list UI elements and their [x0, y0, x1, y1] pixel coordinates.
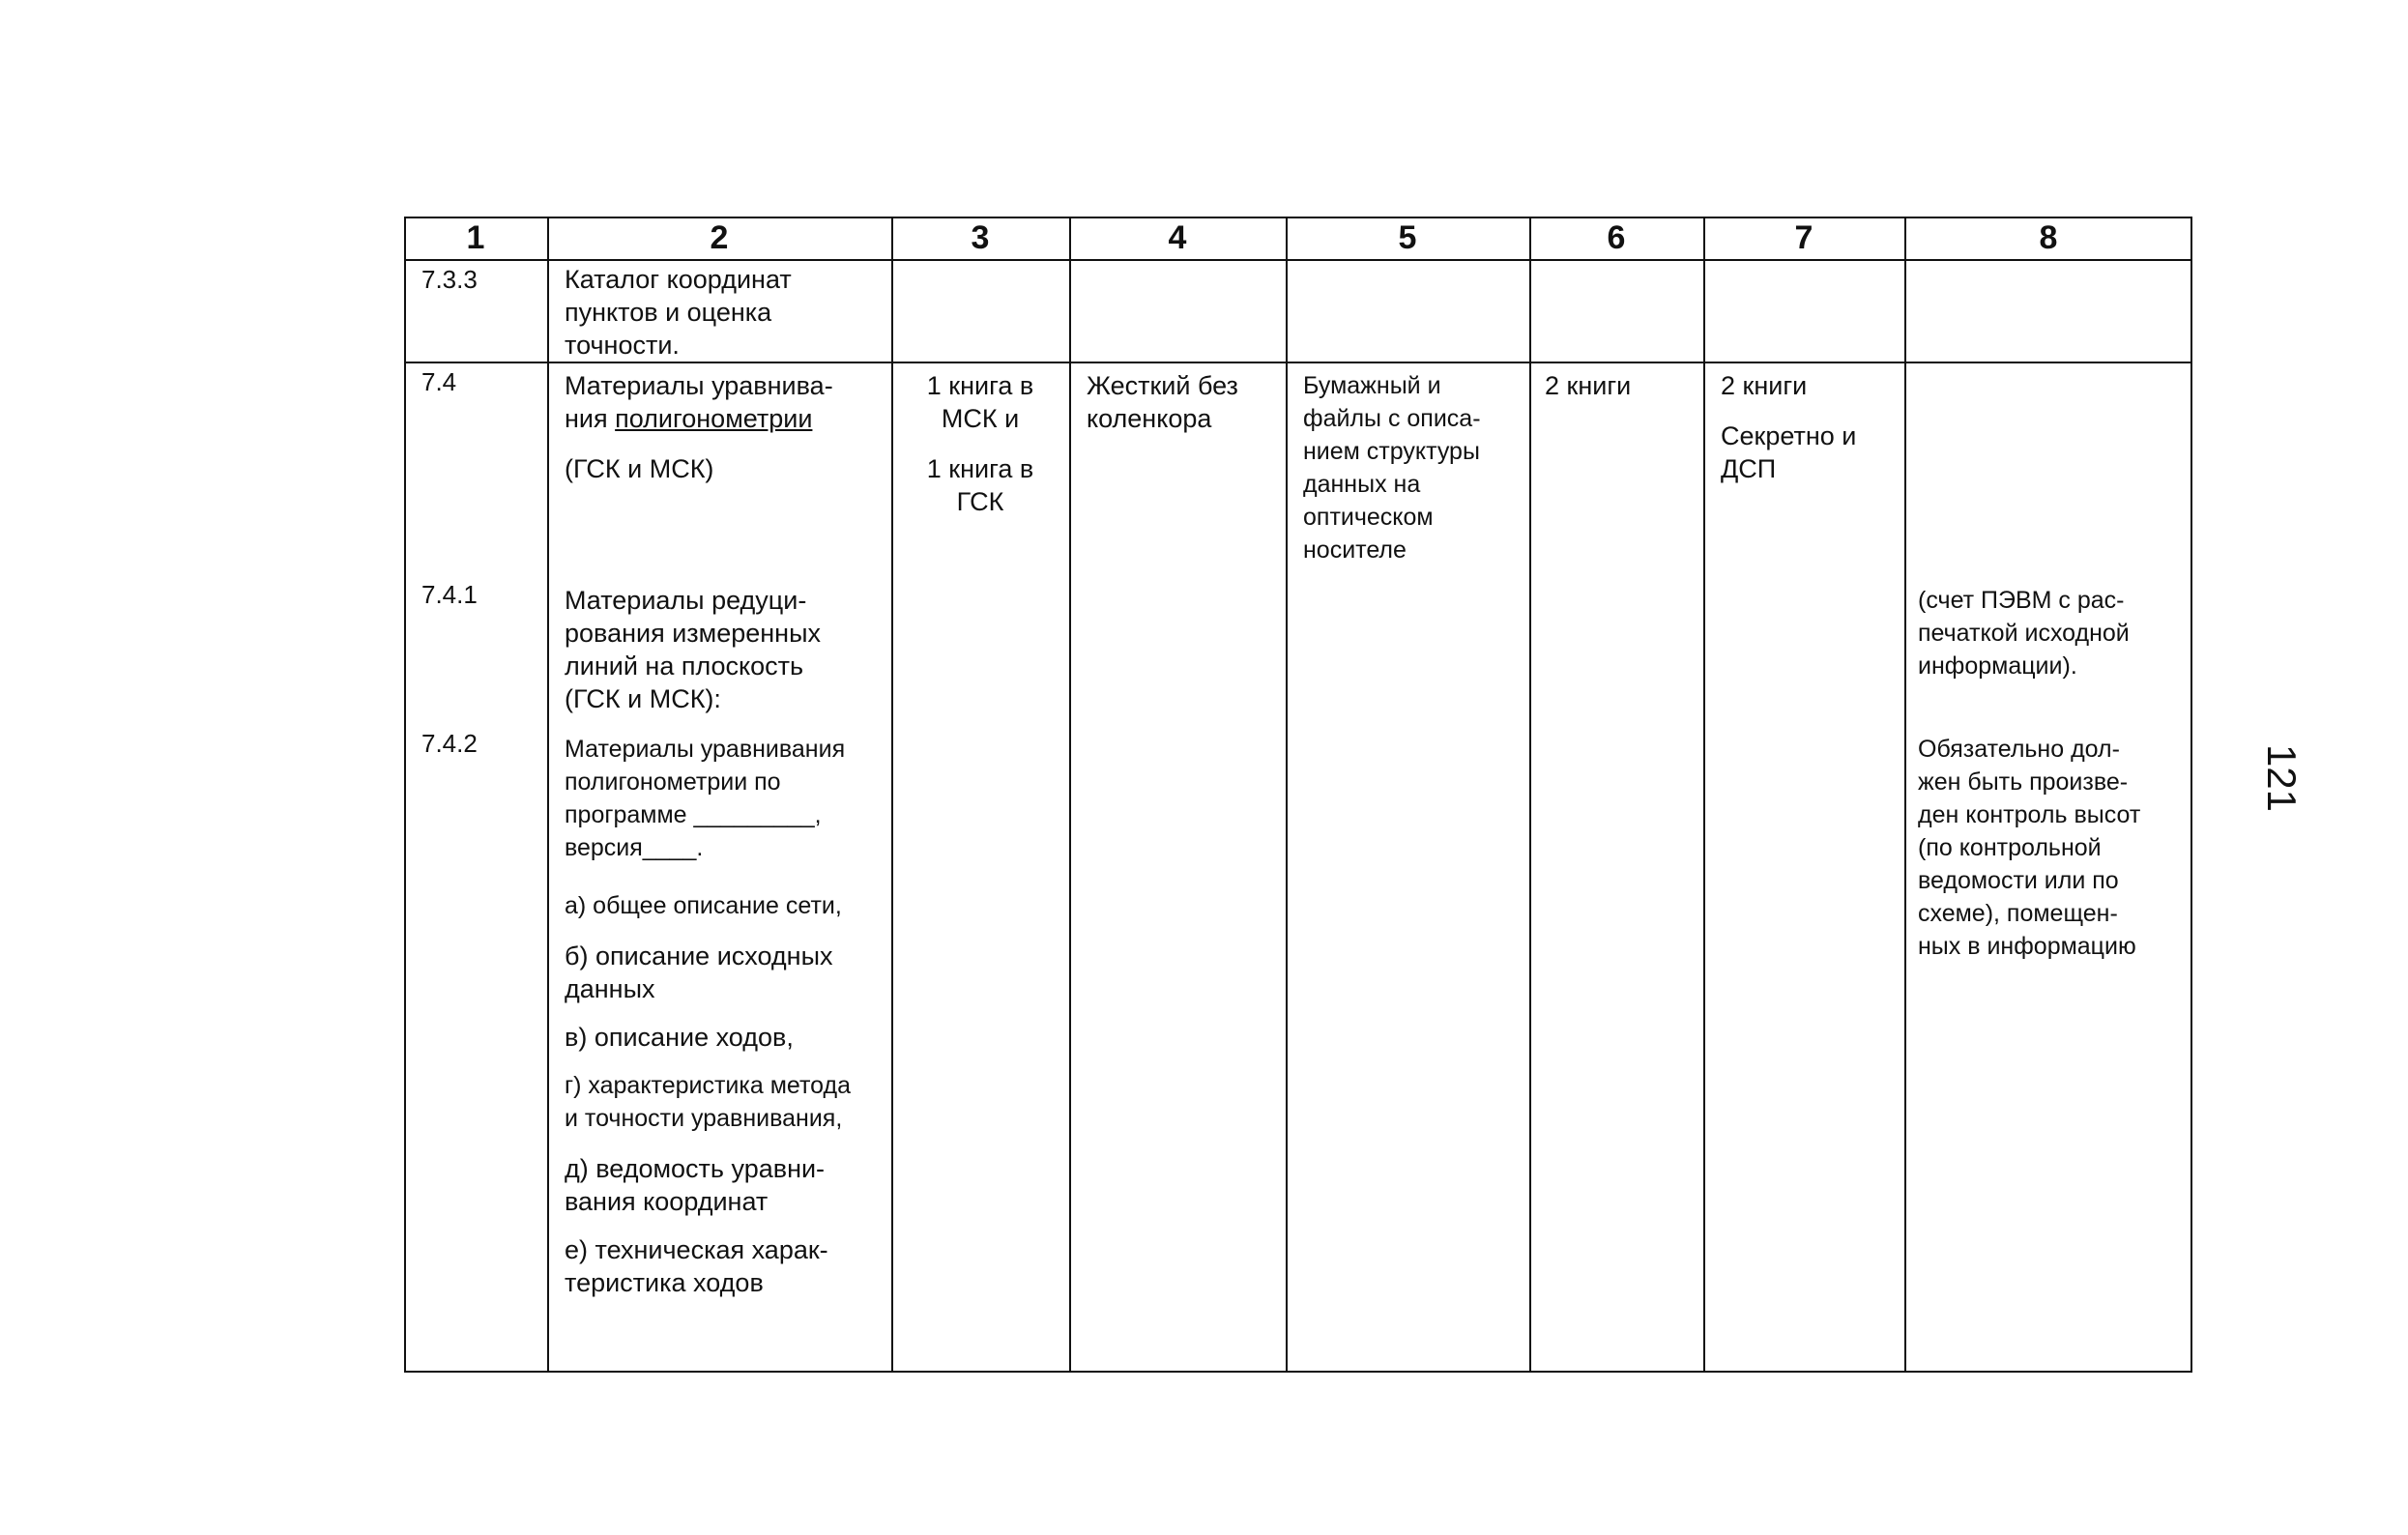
page-number: 121 — [2259, 743, 2305, 813]
note: Обязательно дол- жен быть произве- ден контроль высот (по контрольной ведомости или по схеме), помещен- ных в информацию — [1918, 736, 2141, 960]
col-divider — [1904, 217, 1906, 1373]
list-item: е) техническая харак- теристика ходов — [565, 1235, 828, 1297]
row-number: 7.4.1 — [421, 580, 478, 609]
header-col-8: 8 — [2039, 218, 2058, 256]
col-divider — [1286, 217, 1288, 1373]
row-number: 7.4 — [421, 367, 457, 396]
data-table — [404, 217, 2192, 1373]
list-item: д) ведомость уравни- вания координат — [565, 1154, 826, 1216]
header-col-4: 4 — [1168, 218, 1187, 256]
row-name-suffix: (ГСК и МСК) — [565, 454, 714, 483]
header-col-2: 2 — [710, 218, 729, 256]
header-col-1: 1 — [466, 218, 485, 256]
row-name-text: Материалы уравнива- ния — [565, 371, 833, 433]
header-divider — [404, 259, 2192, 261]
row-name: Каталог координат пунктов и оценка точности. — [565, 265, 792, 360]
quantity-gsk: 1 книга в ГСК — [926, 454, 1034, 516]
row-name: Материалы уравнивания полигонометрии по программе _________, версия____. — [565, 736, 846, 861]
list-item: б) описание исходных данных — [565, 941, 833, 1003]
binding-type: Жесткий без коленкора — [1087, 371, 1238, 433]
row-number: 7.3.3 — [421, 265, 478, 294]
media-type: Бумажный и файлы с описа- нием структуры данных на оптическом носителе — [1303, 372, 1481, 564]
col-divider — [1703, 217, 1705, 1373]
row-name-underlined: полигонометрии — [615, 404, 813, 433]
row-divider — [404, 362, 2192, 363]
list-item: г) характеристика метода и точности уравнивания, — [565, 1072, 852, 1132]
header-col-6: 6 — [1607, 218, 1626, 256]
header-col-7: 7 — [1794, 218, 1813, 256]
list-item: в) описание ходов, — [565, 1023, 794, 1052]
col-divider — [1069, 217, 1071, 1373]
row-name — [565, 369, 884, 435]
col-divider — [1529, 217, 1531, 1373]
row-name: Материалы редуци- рования измеренных линий на плоскость (ГСК и МСК): — [565, 586, 822, 713]
copies-count: 2 книги — [1545, 371, 1632, 400]
note: (счет ПЭВМ с рас- печаткой исходной информации). — [1918, 587, 2130, 680]
list-item: а) общее описание сети, — [565, 892, 842, 919]
row-number: 7.4.2 — [421, 729, 478, 758]
quantity-msk: 1 книга в МСК и — [926, 371, 1034, 433]
secrecy-level: Секретно и ДСП — [1721, 421, 1857, 483]
header-col-5: 5 — [1398, 218, 1417, 256]
col-divider — [547, 217, 549, 1373]
header-col-3: 3 — [971, 218, 990, 256]
copies-count-7: 2 книги — [1721, 371, 1808, 400]
